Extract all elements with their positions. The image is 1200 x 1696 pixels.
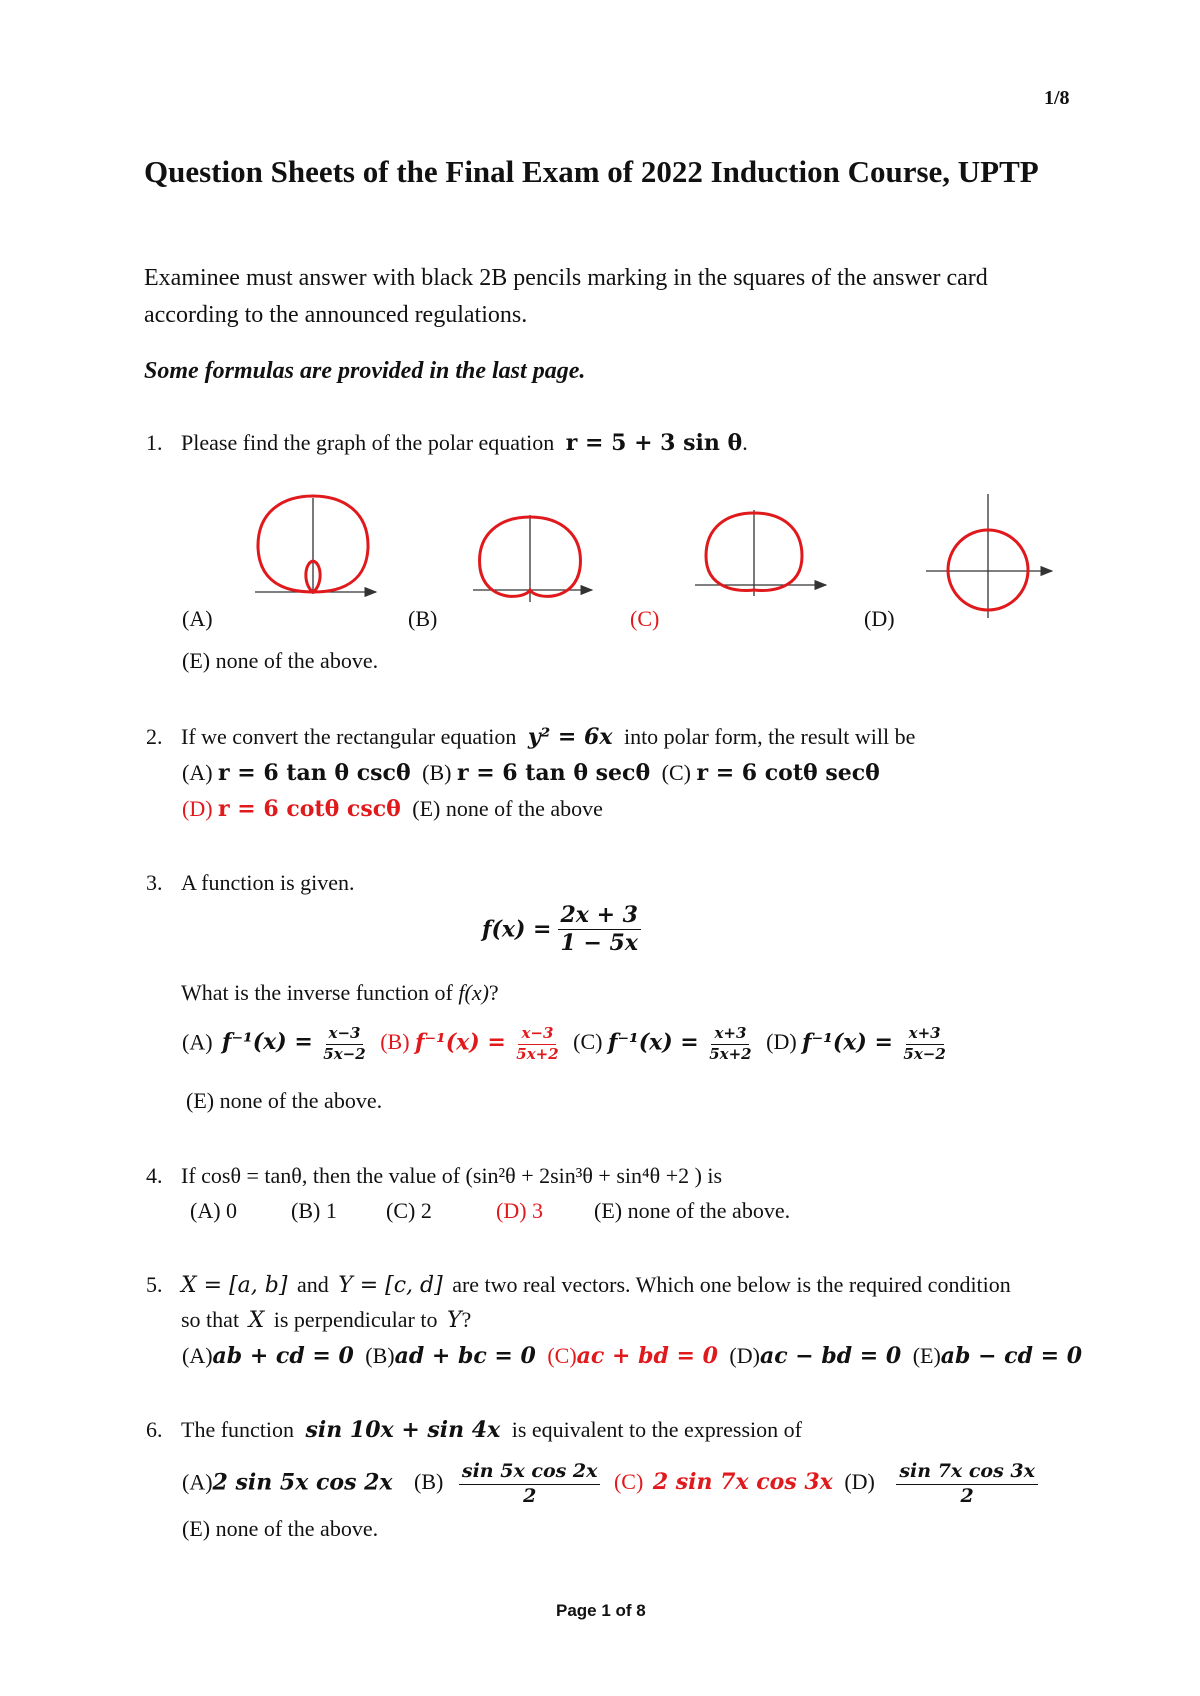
q3-fx-fraction [558,904,641,955]
q3-question-end: ? [488,980,499,1005]
q3-opt-d-den: 5x−2 [903,1044,946,1063]
q3-opt-a-fraction [320,1026,368,1063]
q3-opt-b-label: (B) [380,1029,410,1055]
q2-opt-b-label: (B) [422,760,452,785]
q5-x-symbol: X [248,1308,265,1333]
q5-opt-c: ac + bd = 0 [576,1343,718,1369]
q2-opt-e: (E) none of the above [412,796,603,821]
q5-text-2 [181,1307,471,1333]
instructions-line-2: according to the announced regulations. [144,302,528,328]
q1-prompt: Please find the graph of the polar equation [181,430,555,455]
q3-fx-label: f(x) = [482,916,552,943]
q5-prompt-a: are two real vectors. Which one below is the required condition [452,1272,1011,1297]
q3-opt-c-label: (C) [573,1029,603,1055]
q6-opt-d-num: sin 7x cos 3x [896,1462,1038,1485]
q3-opt-d-num: x+3 [906,1026,944,1045]
q3-opt-a-den: 5x−2 [323,1044,366,1063]
q3-number: 3. [146,870,163,895]
q1-graph-b [473,515,592,602]
q5-text [181,1272,1011,1298]
q6-expression: sin 10x + sin 4x [305,1417,501,1443]
q1-label-d: (D) [864,606,895,631]
q5-prompt-end: ? [461,1307,472,1332]
q3-opt-a-label: (A) [182,1029,213,1055]
q5-opt-d-label: (D) [729,1343,760,1368]
q5-y-vector: Y = [c, d] [338,1273,443,1298]
q5-and: and [296,1272,329,1297]
q2-options-row [182,760,880,786]
q5-y-symbol: Y [446,1308,462,1333]
q1-number: 1. [146,430,163,455]
page-footer: Page 1 of 8 [556,1601,646,1620]
q3-opt-b-finv: f⁻¹(x) = [415,1029,506,1056]
q3-options-row [182,1026,951,1063]
q3-opt-e: (E) none of the above. [186,1088,383,1113]
q3-opt-c-num: x+3 [711,1026,749,1045]
page-title: Question Sheets of the Final Exam of 2022 Induction Course, UPTP [144,154,1039,189]
q6-opt-d-fraction [896,1462,1038,1507]
q3-opt-c-den: 5x+2 [709,1044,752,1063]
q5-prompt-b2: is perpendicular to [273,1307,438,1332]
formulas-note: Some formulas are provided in the last page. [144,358,586,384]
page-indicator: 1/8 [1044,87,1070,109]
q3-question [181,980,499,1006]
q3-function [482,904,643,955]
q2-text [181,724,915,750]
q2-opt-a: r = 6 tan θ cscθ [218,760,411,786]
q1-label-c: (C) [630,606,660,631]
q5-opt-a: ab + cd = 0 [212,1343,354,1369]
q5-options-row [182,1343,1082,1369]
q2-options-row-2 [182,796,603,822]
q2-prompt-b: into polar form, the result will be [623,724,916,749]
q5-number: 5. [146,1272,163,1297]
q4-opt-e: (E) none of the above. [594,1198,791,1223]
q6-opt-d-label: (D) [844,1469,875,1495]
q2-number: 2. [146,724,163,749]
q1-option-e: (E) none of the above. [182,648,379,673]
q3-opt-b-fraction [513,1026,561,1063]
q2-prompt-a: If we convert the rectangular equation [181,724,517,749]
q3-opt-a-finv: f⁻¹(x) = [222,1029,313,1056]
q6-opt-a: 2 sin 5x cos 2x [212,1469,393,1496]
q6-opt-b-fraction [459,1462,601,1507]
q6-prompt-b: is equivalent to the expression of [511,1417,802,1442]
q4-text: If cosθ = tanθ, then the value of (sin²θ + 2sin³θ + sin⁴θ +2 ) is [181,1163,723,1188]
q5-prompt-b1: so that [181,1307,240,1332]
q5-opt-b-label: (B) [365,1343,395,1368]
q6-opt-c: 2 sin 7x cos 3x [652,1469,833,1496]
q1-label-b: (B) [408,606,438,631]
q4-opt-c: (C) 2 [386,1198,432,1223]
q1-graph-a [255,496,376,594]
q3-fx-numerator: 2x + 3 [558,904,641,930]
q1-graph-d [926,494,1052,618]
q4-opt-a: (A) 0 [190,1198,238,1223]
q2-equation: y² = 6x [527,724,613,750]
q3-question-fx: f(x) [458,980,489,1005]
q5-opt-e: ab − cd = 0 [940,1343,1083,1369]
q2-opt-c-label: (C) [661,760,691,785]
q1-label-a: (A) [182,606,213,631]
instructions-line-1: Examinee must answer with black 2B pencils marking in the squares of the answer card [144,265,988,291]
q3-opt-d-finv: f⁻¹(x) = [802,1029,893,1056]
q3-opt-c-fraction [706,1026,754,1063]
q2-opt-c: r = 6 cotθ secθ [696,760,880,786]
q6-opt-e: (E) none of the above. [182,1516,379,1541]
q2-opt-b: r = 6 tan θ secθ [456,760,651,786]
q5-opt-d: ac − bd = 0 [759,1343,902,1369]
q6-prompt-a: The function [181,1417,295,1442]
q3-text: A function is given. [181,870,355,895]
q3-opt-b-den: 5x+2 [516,1044,559,1063]
q6-opt-b-label: (B) [414,1469,444,1495]
q6-text [181,1417,802,1443]
q1-period: . [742,430,748,455]
q6-opt-d-den: 2 [960,1484,974,1507]
q6-number: 6. [146,1417,163,1442]
q3-opt-d-fraction [900,1026,948,1063]
q6-opt-a-label: (A) [182,1469,213,1495]
q6-opt-b-num: sin 5x cos 2x [459,1462,601,1485]
q6-opt-b-den: 2 [523,1484,537,1507]
q4-opt-b: (B) 1 [291,1198,337,1223]
q1-graph-c [695,510,826,596]
q2-opt-d: r = 6 cotθ cscθ [218,796,401,822]
q3-opt-b-num: x−3 [518,1026,556,1045]
q6-options-row [182,1462,1040,1507]
q4-opt-d: (D) 3 [496,1198,544,1223]
q5-opt-a-label: (A) [182,1343,213,1368]
q5-opt-e-label: (E) [912,1343,941,1368]
q4-number: 4. [146,1163,163,1188]
q3-opt-a-num: x−3 [326,1026,364,1045]
q5-opt-c-label: (C) [547,1343,577,1368]
q5-x-vector: X = [a, b] [181,1273,288,1298]
q3-opt-c-finv: f⁻¹(x) = [607,1029,699,1056]
q3-question-text: What is the inverse function of [181,980,453,1005]
q6-opt-c-label: (C) [613,1469,644,1495]
q3-opt-d-label: (D) [766,1029,797,1055]
q1-equation: r = 5 + 3 sin θ [565,430,743,456]
q5-opt-b: ad + bc = 0 [394,1343,536,1369]
q2-opt-d-label: (D) [182,796,213,821]
q3-fx-denominator: 1 − 5x [560,930,638,957]
q2-opt-a-label: (A) [182,760,213,785]
